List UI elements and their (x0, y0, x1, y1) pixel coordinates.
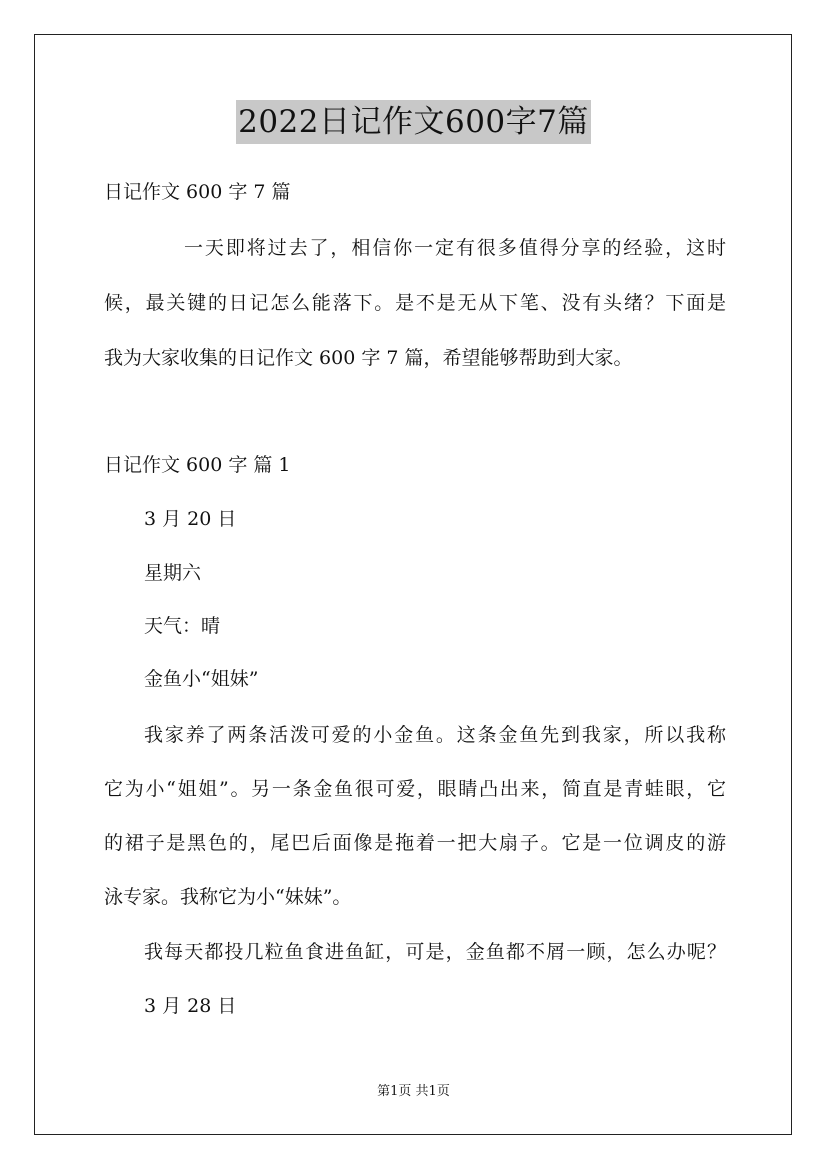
intro-line-1: 一天即将过去了，相信你一定有很多值得分享的经验，这时 (184, 237, 726, 259)
intro-line-2: 候，最关键的日记怎么能落下。是不是无从下笔、没有头绪？下面是 (104, 292, 726, 314)
intro-line-3: 我为大家收集的日记作文 600 字 7 篇，希望能够帮助到大家。 (104, 347, 633, 369)
entry-date-1: 3 月 20 日 (144, 508, 237, 530)
document-subtitle: 日记作文 600 字 7 篇 (104, 181, 291, 203)
entry-weekday: 星期六 (144, 562, 202, 584)
paragraph-1-line-4: 泳专家。我称它为小“妹妹”。 (104, 886, 352, 908)
document-title: 2022日记作文600字7篇 (236, 100, 591, 144)
section-heading: 日记作文 600 字 篇 1 (104, 454, 291, 476)
paragraph-1-line-3: 的裙子是黑色的，尾巴后面像是拖着一把大扇子。它是一位调皮的游 (104, 832, 726, 854)
paragraph-1-line-2: 它为小“姐姐”。另一条金鱼很可爱，眼睛凸出来，简直是青蛙眼，它 (104, 778, 726, 800)
page-footer: 第1页 共1页 (377, 1084, 450, 1099)
paragraph-2: 我每天都投几粒鱼食进鱼缸，可是，金鱼都不屑一顾，怎么办呢？ (144, 941, 726, 963)
paragraph-1-line-1: 我家养了两条活泼可爱的小金鱼。这条金鱼先到我家，所以我称 (144, 724, 726, 746)
title-container (0, 100, 827, 144)
entry-date-2: 3 月 28 日 (144, 995, 237, 1017)
entry-weather: 天气：晴 (144, 615, 221, 637)
entry-title: 金鱼小“姐妹” (144, 668, 259, 690)
